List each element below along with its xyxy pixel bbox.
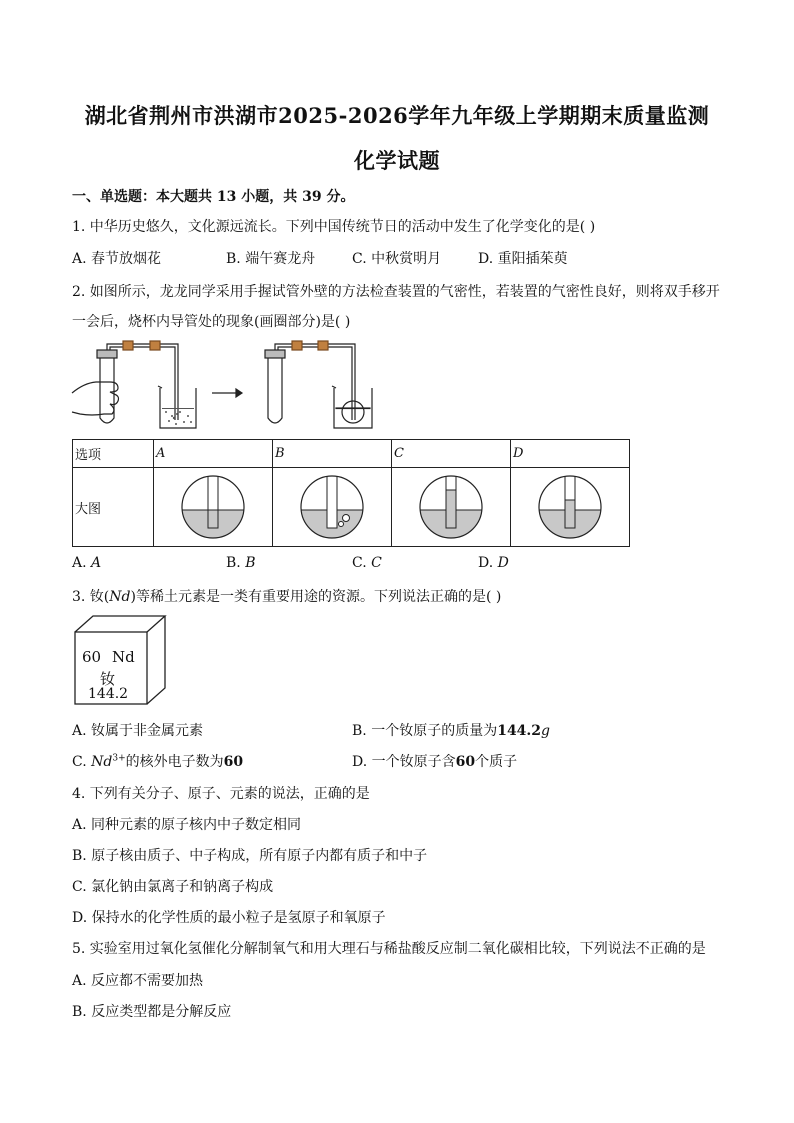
table-header-c: C (392, 440, 511, 468)
table-figure-a (154, 468, 273, 547)
table-row-label-figure: 大图 (73, 468, 154, 547)
question-3-option-b: B. 一个钕原子的质量为144.2g (352, 723, 551, 739)
question-4-option-d: D. 保持水的化学性质的最小粒子是氢原子和氧原子 (72, 910, 386, 926)
table-figure-c (392, 468, 511, 547)
question-5-option-a: A. 反应都不需要加热 (72, 973, 204, 989)
element-mass: 144.2 (88, 686, 129, 702)
question-4-stem: 4. 下列有关分子、原子、元素的说法，正确的是 (72, 786, 370, 802)
question-2-option-a: A. A (72, 555, 102, 571)
element-symbol: Nd (112, 648, 135, 666)
page-title-line2: 化学试题 (354, 148, 440, 173)
question-2-option-d: D. D (478, 555, 509, 571)
question-1-option-d: D. 重阳插茱萸 (478, 251, 568, 267)
question-1-option-c: C. 中秋赏明月 (352, 251, 442, 267)
question-3-option-c: C. $Nd^{3+}$的核外电子数为60 (72, 753, 244, 770)
question-5-stem: 5. 实验室用过氧化氢催化分解制氧气和用大理石与稀盐酸反应制二氧化碳相比较，下列说法不正确的是 (72, 941, 706, 957)
table-row-label-options: 选项 (73, 440, 154, 468)
table-header-b: B (273, 440, 392, 468)
question-2-option-b: B. B (226, 555, 256, 571)
element-number: 60 (82, 648, 102, 666)
question-2-option-c: C. C (352, 555, 382, 571)
question-1-option-b: B. 端午赛龙舟 (226, 251, 316, 267)
question-4-option-c: C. 氯化钠由氯离子和钠离子构成 (72, 879, 274, 895)
question-2-stem-line1: 2. 如图所示，龙龙同学采用手握试管外壁的方法检查装置的气密性，若装置的气密性良好，则将双手移开 (72, 284, 720, 300)
question-1-option-a: A. 春节放烟花 (72, 251, 162, 267)
apparatus-diagram (70, 338, 380, 434)
options-table (72, 439, 630, 547)
question-5-option-b: B. 反应类型都是分解反应 (72, 1004, 232, 1020)
question-4-option-b: B. 原子核由质子、中子构成，所有原子内都有质子和中子 (72, 848, 428, 864)
question-3-stem: 3. 钕(Nd)等稀土元素是一类有重要用途的资源。下列说法正确的是( ) (72, 589, 502, 605)
question-2-stem-line2: 一会后，烧杯内导管处的现象(画圈部分)是( ) (72, 314, 351, 330)
element-name: 钕 (100, 670, 116, 688)
question-4-option-a: A. 同种元素的原子核内中子数定相同 (72, 817, 302, 833)
page-title-line1: 湖北省荆州市洪湖市2025-2026学年九年级上学期期末质量监测 (84, 103, 710, 128)
table-figure-d (511, 468, 630, 547)
section-heading: 一、单选题：本大题共 13 小题，共 39 分。 (72, 189, 355, 205)
question-1-stem: 1. 中华历史悠久，文化源远流长。下列中国传统节日的活动中发生了化学变化的是( ) (72, 219, 596, 235)
table-figure-b (273, 468, 392, 547)
question-3-option-d: D. 一个钕原子含60个质子 (352, 754, 518, 770)
table-header-a: A (154, 440, 273, 468)
table-header-d: D (511, 440, 630, 468)
question-3-option-a: A. 钕属于非金属元素 (72, 723, 204, 739)
element-card (74, 614, 168, 706)
